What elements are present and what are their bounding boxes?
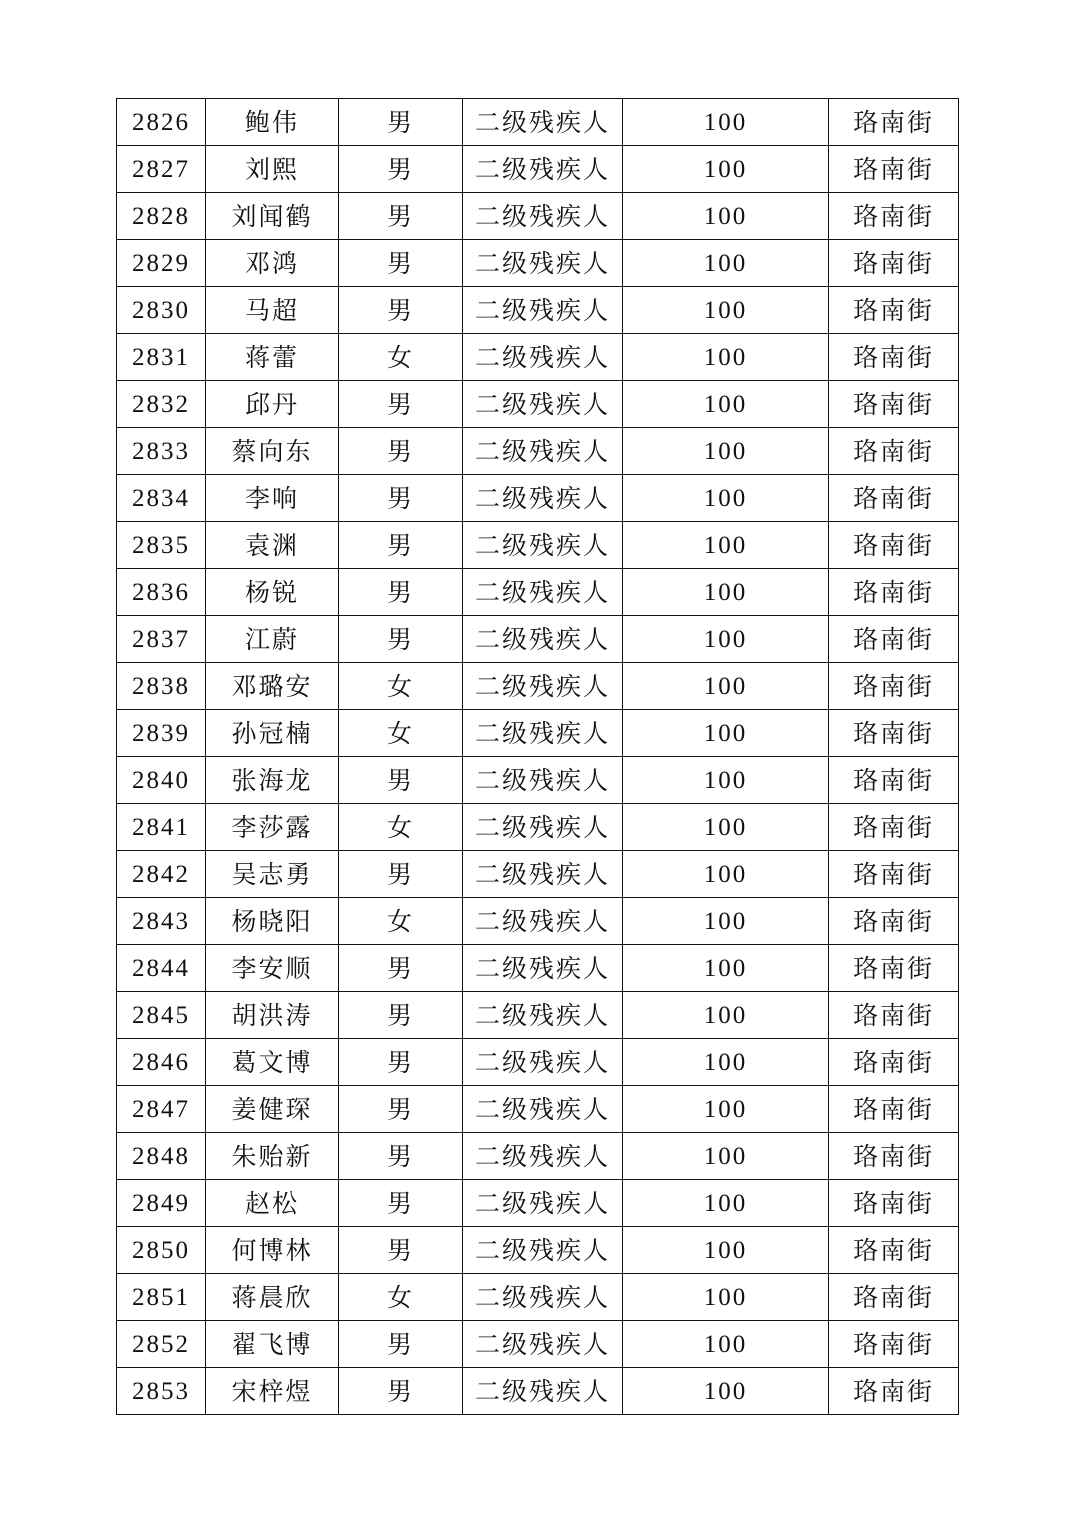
table-row xyxy=(117,757,959,804)
person-name-cell: 江蔚 xyxy=(206,616,339,663)
gender-cell: 男 xyxy=(339,146,463,193)
person-name-cell: 李安顺 xyxy=(206,945,339,992)
disability-level-cell: 二级残疾人 xyxy=(463,1086,623,1133)
roster-table xyxy=(116,98,959,1415)
table-row xyxy=(117,240,959,287)
street-cell: 珞南街 xyxy=(829,146,959,193)
disability-level-cell: 二级残疾人 xyxy=(463,287,623,334)
street-cell: 珞南街 xyxy=(829,193,959,240)
disability-level-cell: 二级残疾人 xyxy=(463,1368,623,1415)
disability-level-cell: 二级残疾人 xyxy=(463,1039,623,1086)
street-cell: 珞南街 xyxy=(829,1039,959,1086)
row-number-cell: 2831 xyxy=(117,334,206,381)
table-row xyxy=(117,992,959,1039)
gender-cell: 女 xyxy=(339,663,463,710)
street-cell: 珞南街 xyxy=(829,240,959,287)
gender-cell: 男 xyxy=(339,945,463,992)
table-row xyxy=(117,99,959,146)
table-row xyxy=(117,522,959,569)
row-number-cell: 2834 xyxy=(117,475,206,522)
person-name-cell: 鲍伟 xyxy=(206,99,339,146)
row-number-cell: 2827 xyxy=(117,146,206,193)
gender-cell: 男 xyxy=(339,757,463,804)
disability-level-cell: 二级残疾人 xyxy=(463,428,623,475)
amount-cell: 100 xyxy=(623,522,829,569)
gender-cell: 男 xyxy=(339,851,463,898)
table-row xyxy=(117,193,959,240)
amount-cell: 100 xyxy=(623,334,829,381)
gender-cell: 男 xyxy=(339,522,463,569)
street-cell: 珞南街 xyxy=(829,898,959,945)
person-name-cell: 杨锐 xyxy=(206,569,339,616)
gender-cell: 男 xyxy=(339,1321,463,1368)
amount-cell: 100 xyxy=(623,1039,829,1086)
gender-cell: 男 xyxy=(339,381,463,428)
row-number-cell: 2838 xyxy=(117,663,206,710)
table-row xyxy=(117,1133,959,1180)
person-name-cell: 葛文博 xyxy=(206,1039,339,1086)
street-cell: 珞南街 xyxy=(829,1227,959,1274)
gender-cell: 男 xyxy=(339,99,463,146)
roster-table-body xyxy=(117,99,959,1415)
gender-cell: 女 xyxy=(339,804,463,851)
street-cell: 珞南街 xyxy=(829,945,959,992)
street-cell: 珞南街 xyxy=(829,334,959,381)
amount-cell: 100 xyxy=(623,616,829,663)
street-cell: 珞南街 xyxy=(829,1274,959,1321)
amount-cell: 100 xyxy=(623,1227,829,1274)
gender-cell: 男 xyxy=(339,287,463,334)
amount-cell: 100 xyxy=(623,99,829,146)
gender-cell: 女 xyxy=(339,1274,463,1321)
row-number-cell: 2848 xyxy=(117,1133,206,1180)
row-number-cell: 2830 xyxy=(117,287,206,334)
gender-cell: 男 xyxy=(339,475,463,522)
amount-cell: 100 xyxy=(623,240,829,287)
row-number-cell: 2844 xyxy=(117,945,206,992)
amount-cell: 100 xyxy=(623,287,829,334)
row-number-cell: 2846 xyxy=(117,1039,206,1086)
table-row xyxy=(117,1180,959,1227)
amount-cell: 100 xyxy=(623,1368,829,1415)
disability-level-cell: 二级残疾人 xyxy=(463,992,623,1039)
street-cell: 珞南街 xyxy=(829,710,959,757)
street-cell: 珞南街 xyxy=(829,1180,959,1227)
table-row xyxy=(117,287,959,334)
street-cell: 珞南街 xyxy=(829,99,959,146)
disability-level-cell: 二级残疾人 xyxy=(463,334,623,381)
street-cell: 珞南街 xyxy=(829,1321,959,1368)
row-number-cell: 2840 xyxy=(117,757,206,804)
gender-cell: 男 xyxy=(339,1368,463,1415)
table-row xyxy=(117,1227,959,1274)
person-name-cell: 张海龙 xyxy=(206,757,339,804)
gender-cell: 男 xyxy=(339,1133,463,1180)
disability-level-cell: 二级残疾人 xyxy=(463,1274,623,1321)
person-name-cell: 刘闻鹤 xyxy=(206,193,339,240)
person-name-cell: 邓鸿 xyxy=(206,240,339,287)
row-number-cell: 2837 xyxy=(117,616,206,663)
amount-cell: 100 xyxy=(623,1321,829,1368)
street-cell: 珞南街 xyxy=(829,851,959,898)
street-cell: 珞南街 xyxy=(829,381,959,428)
street-cell: 珞南街 xyxy=(829,428,959,475)
gender-cell: 男 xyxy=(339,616,463,663)
disability-level-cell: 二级残疾人 xyxy=(463,1227,623,1274)
row-number-cell: 2849 xyxy=(117,1180,206,1227)
person-name-cell: 袁渊 xyxy=(206,522,339,569)
row-number-cell: 2845 xyxy=(117,992,206,1039)
row-number-cell: 2832 xyxy=(117,381,206,428)
gender-cell: 女 xyxy=(339,710,463,757)
row-number-cell: 2853 xyxy=(117,1368,206,1415)
row-number-cell: 2843 xyxy=(117,898,206,945)
person-name-cell: 李莎露 xyxy=(206,804,339,851)
amount-cell: 100 xyxy=(623,146,829,193)
street-cell: 珞南街 xyxy=(829,992,959,1039)
street-cell: 珞南街 xyxy=(829,1368,959,1415)
table-row xyxy=(117,945,959,992)
table-row xyxy=(117,851,959,898)
amount-cell: 100 xyxy=(623,1133,829,1180)
table-row xyxy=(117,1321,959,1368)
person-name-cell: 马超 xyxy=(206,287,339,334)
disability-level-cell: 二级残疾人 xyxy=(463,1180,623,1227)
table-row xyxy=(117,146,959,193)
table-row xyxy=(117,428,959,475)
table-row xyxy=(117,475,959,522)
street-cell: 珞南街 xyxy=(829,663,959,710)
person-name-cell: 蔡向东 xyxy=(206,428,339,475)
street-cell: 珞南街 xyxy=(829,569,959,616)
person-name-cell: 胡洪涛 xyxy=(206,992,339,1039)
person-name-cell: 朱贻新 xyxy=(206,1133,339,1180)
row-number-cell: 2850 xyxy=(117,1227,206,1274)
gender-cell: 男 xyxy=(339,1086,463,1133)
person-name-cell: 何博林 xyxy=(206,1227,339,1274)
disability-level-cell: 二级残疾人 xyxy=(463,240,623,287)
disability-level-cell: 二级残疾人 xyxy=(463,1321,623,1368)
person-name-cell: 孙冠楠 xyxy=(206,710,339,757)
row-number-cell: 2835 xyxy=(117,522,206,569)
row-number-cell: 2851 xyxy=(117,1274,206,1321)
street-cell: 珞南街 xyxy=(829,616,959,663)
person-name-cell: 翟飞博 xyxy=(206,1321,339,1368)
table-row xyxy=(117,1086,959,1133)
person-name-cell: 宋梓煜 xyxy=(206,1368,339,1415)
person-name-cell: 刘熙 xyxy=(206,146,339,193)
disability-level-cell: 二级残疾人 xyxy=(463,475,623,522)
disability-level-cell: 二级残疾人 xyxy=(463,99,623,146)
disability-level-cell: 二级残疾人 xyxy=(463,569,623,616)
person-name-cell: 杨晓阳 xyxy=(206,898,339,945)
amount-cell: 100 xyxy=(623,992,829,1039)
street-cell: 珞南街 xyxy=(829,475,959,522)
row-number-cell: 2836 xyxy=(117,569,206,616)
gender-cell: 男 xyxy=(339,1227,463,1274)
table-row xyxy=(117,898,959,945)
person-name-cell: 姜健琛 xyxy=(206,1086,339,1133)
street-cell: 珞南街 xyxy=(829,804,959,851)
amount-cell: 100 xyxy=(623,804,829,851)
person-name-cell: 吴志勇 xyxy=(206,851,339,898)
row-number-cell: 2852 xyxy=(117,1321,206,1368)
disability-level-cell: 二级残疾人 xyxy=(463,663,623,710)
person-name-cell: 邱丹 xyxy=(206,381,339,428)
amount-cell: 100 xyxy=(623,945,829,992)
amount-cell: 100 xyxy=(623,898,829,945)
person-name-cell: 蒋蕾 xyxy=(206,334,339,381)
table-row xyxy=(117,1274,959,1321)
disability-level-cell: 二级残疾人 xyxy=(463,381,623,428)
person-name-cell: 李响 xyxy=(206,475,339,522)
street-cell: 珞南街 xyxy=(829,757,959,804)
gender-cell: 男 xyxy=(339,569,463,616)
amount-cell: 100 xyxy=(623,475,829,522)
amount-cell: 100 xyxy=(623,710,829,757)
amount-cell: 100 xyxy=(623,1086,829,1133)
street-cell: 珞南街 xyxy=(829,287,959,334)
street-cell: 珞南街 xyxy=(829,522,959,569)
table-row xyxy=(117,663,959,710)
row-number-cell: 2826 xyxy=(117,99,206,146)
person-name-cell: 邓璐安 xyxy=(206,663,339,710)
table-row xyxy=(117,616,959,663)
amount-cell: 100 xyxy=(623,757,829,804)
gender-cell: 女 xyxy=(339,334,463,381)
row-number-cell: 2833 xyxy=(117,428,206,475)
disability-level-cell: 二级残疾人 xyxy=(463,898,623,945)
gender-cell: 男 xyxy=(339,1039,463,1086)
gender-cell: 男 xyxy=(339,428,463,475)
person-name-cell: 赵松 xyxy=(206,1180,339,1227)
table-row xyxy=(117,710,959,757)
amount-cell: 100 xyxy=(623,851,829,898)
amount-cell: 100 xyxy=(623,193,829,240)
gender-cell: 女 xyxy=(339,898,463,945)
gender-cell: 男 xyxy=(339,992,463,1039)
table-row xyxy=(117,334,959,381)
table-row xyxy=(117,569,959,616)
disability-level-cell: 二级残疾人 xyxy=(463,616,623,663)
person-name-cell: 蒋晨欣 xyxy=(206,1274,339,1321)
row-number-cell: 2841 xyxy=(117,804,206,851)
street-cell: 珞南街 xyxy=(829,1086,959,1133)
street-cell: 珞南街 xyxy=(829,1133,959,1180)
disability-level-cell: 二级残疾人 xyxy=(463,851,623,898)
amount-cell: 100 xyxy=(623,569,829,616)
row-number-cell: 2829 xyxy=(117,240,206,287)
table-row xyxy=(117,381,959,428)
disability-level-cell: 二级残疾人 xyxy=(463,710,623,757)
row-number-cell: 2847 xyxy=(117,1086,206,1133)
amount-cell: 100 xyxy=(623,1180,829,1227)
amount-cell: 100 xyxy=(623,381,829,428)
disability-level-cell: 二级残疾人 xyxy=(463,146,623,193)
table-row xyxy=(117,804,959,851)
disability-level-cell: 二级残疾人 xyxy=(463,757,623,804)
table-row xyxy=(117,1368,959,1415)
amount-cell: 100 xyxy=(623,663,829,710)
disability-level-cell: 二级残疾人 xyxy=(463,522,623,569)
gender-cell: 男 xyxy=(339,1180,463,1227)
disability-level-cell: 二级残疾人 xyxy=(463,945,623,992)
gender-cell: 男 xyxy=(339,240,463,287)
amount-cell: 100 xyxy=(623,428,829,475)
table-row xyxy=(117,1039,959,1086)
disability-level-cell: 二级残疾人 xyxy=(463,193,623,240)
row-number-cell: 2842 xyxy=(117,851,206,898)
disability-level-cell: 二级残疾人 xyxy=(463,804,623,851)
amount-cell: 100 xyxy=(623,1274,829,1321)
disability-level-cell: 二级残疾人 xyxy=(463,1133,623,1180)
row-number-cell: 2828 xyxy=(117,193,206,240)
row-number-cell: 2839 xyxy=(117,710,206,757)
gender-cell: 男 xyxy=(339,193,463,240)
